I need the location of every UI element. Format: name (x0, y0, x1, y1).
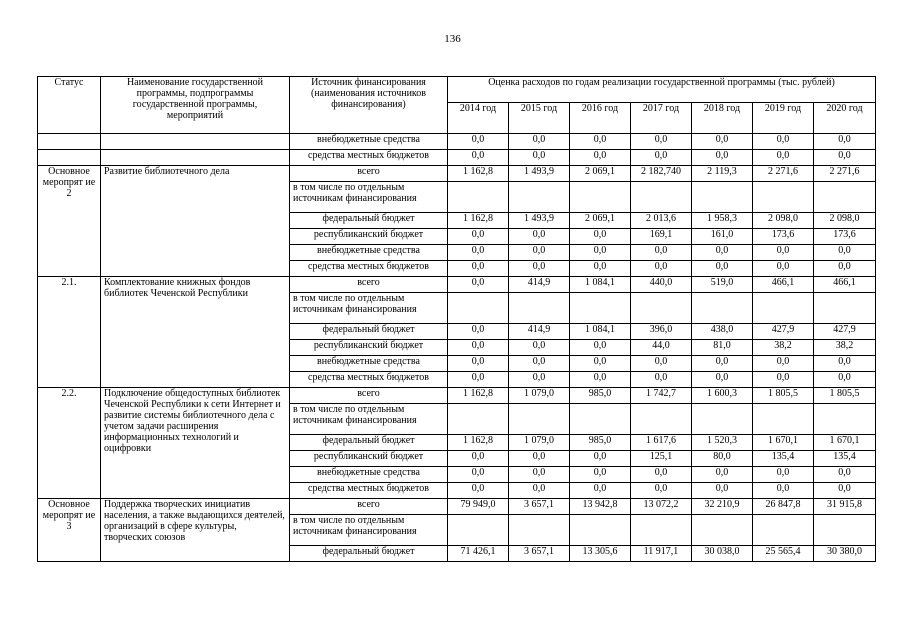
year-header: 2015 год (509, 103, 570, 134)
source-cell: федеральный бюджет (290, 324, 448, 340)
value-cell: 0,0 (509, 467, 570, 483)
source-cell: внебюджетные средства (290, 467, 448, 483)
value-cell: 0,0 (448, 467, 509, 483)
value-cell: 0,0 (509, 150, 570, 166)
value-cell: 2 069,1 (570, 213, 631, 229)
status-header: Статус (38, 77, 101, 134)
value-cell: 985,0 (570, 388, 631, 404)
value-cell: 0,0 (814, 483, 876, 499)
value-cell: 44,0 (631, 340, 692, 356)
value-cell: 1 805,5 (753, 388, 814, 404)
value-cell: 0,0 (570, 261, 631, 277)
value-cell: 0,0 (692, 261, 753, 277)
value-cell (448, 182, 509, 213)
value-cell (631, 404, 692, 435)
value-cell: 135,4 (753, 451, 814, 467)
value-cell: 2 069,1 (570, 166, 631, 182)
source-cell: республиканский бюджет (290, 340, 448, 356)
value-cell (692, 515, 753, 546)
value-cell: 0,0 (570, 134, 631, 150)
value-cell: 0,0 (631, 150, 692, 166)
program-name-cell: Комплектование книжных фондов библиотек Чеченской Республики (101, 277, 290, 388)
table-row (38, 388, 876, 404)
source-cell: средства местных бюджетов (290, 372, 448, 388)
name-cell (101, 150, 290, 166)
value-cell: 2 013,6 (631, 213, 692, 229)
estimate-header: Оценка расходов по годам реализации государственной программы (тыс. рублей) (448, 77, 876, 103)
value-cell: 79 949,0 (448, 499, 509, 515)
source-cell: всего (290, 388, 448, 404)
value-cell: 1 084,1 (570, 324, 631, 340)
page-number: 136 (444, 33, 461, 45)
value-cell: 0,0 (692, 467, 753, 483)
value-cell (570, 404, 631, 435)
value-cell: 71 426,1 (448, 546, 509, 562)
value-cell: 1 617,6 (631, 435, 692, 451)
name-cell (101, 134, 290, 150)
value-cell: 0,0 (814, 356, 876, 372)
value-cell: 0,0 (570, 245, 631, 261)
value-cell: 1 079,0 (509, 388, 570, 404)
value-cell: 0,0 (631, 245, 692, 261)
value-cell: 0,0 (631, 467, 692, 483)
value-cell: 0,0 (753, 372, 814, 388)
status-cell (38, 134, 101, 150)
value-cell: 0,0 (448, 451, 509, 467)
value-cell: 466,1 (814, 277, 876, 293)
value-cell (692, 182, 753, 213)
value-cell: 985,0 (570, 435, 631, 451)
value-cell: 0,0 (509, 356, 570, 372)
value-cell (814, 404, 876, 435)
value-cell: 0,0 (570, 483, 631, 499)
value-cell (509, 293, 570, 324)
status-cell: Основное меропрят ие 2 (38, 166, 101, 277)
value-cell: 2 271,6 (814, 166, 876, 182)
value-cell: 0,0 (570, 229, 631, 245)
source-header: Источник финансирования (наименования источников финансирования) (290, 77, 448, 134)
value-cell: 0,0 (448, 245, 509, 261)
value-cell: 0,0 (509, 483, 570, 499)
value-cell: 13 072,2 (631, 499, 692, 515)
name-header: Наименование государственной программы, подпрограммы государственной программы, мероприятий (101, 77, 290, 134)
source-cell: всего (290, 277, 448, 293)
value-cell: 0,0 (753, 483, 814, 499)
value-cell: 0,0 (509, 245, 570, 261)
status-cell (38, 150, 101, 166)
value-cell: 0,0 (631, 483, 692, 499)
value-cell: 0,0 (814, 467, 876, 483)
value-cell: 0,0 (570, 150, 631, 166)
year-header: 2020 год (814, 103, 876, 134)
program-name-cell: Развитие библиотечного дела (101, 166, 290, 277)
value-cell: 11 917,1 (631, 546, 692, 562)
value-cell: 2 182,740 (631, 166, 692, 182)
source-cell: всего (290, 499, 448, 515)
value-cell: 0,0 (631, 356, 692, 372)
value-cell: 0,0 (509, 229, 570, 245)
year-header: 2019 год (753, 103, 814, 134)
source-cell: внебюджетные средства (290, 134, 448, 150)
value-cell: 30 380,0 (814, 546, 876, 562)
value-cell: 427,9 (753, 324, 814, 340)
value-cell (814, 182, 876, 213)
source-cell: в том числе по отдельным источникам финансирования (290, 293, 448, 324)
program-name-cell: Подключение общедоступных библиотек Чеченской Республики к сети Интернет и развитие системы библиотечного дела с учетом задачи расширения информационных технологий и оцифровки (101, 388, 290, 499)
value-cell: 0,0 (814, 261, 876, 277)
value-cell: 0,0 (570, 467, 631, 483)
source-cell: республиканский бюджет (290, 229, 448, 245)
value-cell (631, 515, 692, 546)
value-cell: 0,0 (753, 356, 814, 372)
value-cell (692, 404, 753, 435)
year-header: 2016 год (570, 103, 631, 134)
value-cell: 0,0 (692, 245, 753, 261)
value-cell: 25 565,4 (753, 546, 814, 562)
source-cell: в том числе по отдельным источникам финансирования (290, 404, 448, 435)
value-cell: 80,0 (692, 451, 753, 467)
value-cell (753, 182, 814, 213)
value-cell: 0,0 (509, 134, 570, 150)
status-cell: Основное меропрят ие 3 (38, 499, 101, 562)
value-cell: 0,0 (448, 150, 509, 166)
value-cell: 414,9 (509, 324, 570, 340)
source-cell: внебюджетные средства (290, 245, 448, 261)
value-cell (570, 293, 631, 324)
value-cell: 0,0 (692, 134, 753, 150)
value-cell: 0,0 (753, 134, 814, 150)
value-cell: 2 098,0 (753, 213, 814, 229)
table-row (38, 166, 876, 182)
value-cell (753, 515, 814, 546)
value-cell: 0,0 (448, 261, 509, 277)
value-cell: 0,0 (570, 340, 631, 356)
value-cell: 2 119,3 (692, 166, 753, 182)
value-cell: 466,1 (753, 277, 814, 293)
source-cell: федеральный бюджет (290, 546, 448, 562)
source-cell: внебюджетные средства (290, 356, 448, 372)
source-cell: средства местных бюджетов (290, 150, 448, 166)
value-cell (814, 515, 876, 546)
table-row (38, 150, 876, 166)
value-cell (631, 293, 692, 324)
value-cell (753, 293, 814, 324)
value-cell: 438,0 (692, 324, 753, 340)
value-cell: 1 162,8 (448, 166, 509, 182)
value-cell: 1 670,1 (753, 435, 814, 451)
value-cell (448, 293, 509, 324)
value-cell: 0,0 (509, 340, 570, 356)
value-cell: 0,0 (570, 451, 631, 467)
source-cell: в том числе по отдельным источникам финансирования (290, 182, 448, 213)
source-cell: всего (290, 166, 448, 182)
value-cell: 135,4 (814, 451, 876, 467)
table-row (38, 134, 876, 150)
value-cell: 2 098,0 (814, 213, 876, 229)
table-row (38, 499, 876, 515)
value-cell: 440,0 (631, 277, 692, 293)
value-cell: 38,2 (753, 340, 814, 356)
value-cell: 0,0 (448, 340, 509, 356)
value-cell: 0,0 (753, 467, 814, 483)
value-cell: 173,6 (814, 229, 876, 245)
value-cell (570, 515, 631, 546)
value-cell (570, 182, 631, 213)
value-cell: 1 805,5 (814, 388, 876, 404)
source-cell: средства местных бюджетов (290, 261, 448, 277)
program-name-cell: Поддержка творческих инициатив населения, а также выдающихся деятелей, организаций в сфере культуры, творческих союзов (101, 499, 290, 562)
value-cell: 26 847,8 (753, 499, 814, 515)
value-cell (509, 182, 570, 213)
value-cell: 81,0 (692, 340, 753, 356)
header-row (38, 77, 876, 103)
value-cell: 1 162,8 (448, 213, 509, 229)
value-cell: 0,0 (448, 372, 509, 388)
value-cell: 0,0 (509, 451, 570, 467)
value-cell (448, 515, 509, 546)
value-cell: 3 657,1 (509, 546, 570, 562)
status-cell: 2.1. (38, 277, 101, 388)
value-cell: 1 670,1 (814, 435, 876, 451)
value-cell (753, 404, 814, 435)
value-cell: 3 657,1 (509, 499, 570, 515)
value-cell: 13 942,8 (570, 499, 631, 515)
value-cell: 0,0 (814, 134, 876, 150)
value-cell: 519,0 (692, 277, 753, 293)
value-cell: 0,0 (448, 324, 509, 340)
budget-table (37, 76, 876, 562)
value-cell: 0,0 (692, 150, 753, 166)
value-cell: 38,2 (814, 340, 876, 356)
source-cell: в том числе по отдельным источникам финансирования (290, 515, 448, 546)
value-cell: 0,0 (753, 261, 814, 277)
value-cell: 0,0 (692, 483, 753, 499)
value-cell: 1 958,3 (692, 213, 753, 229)
value-cell (692, 293, 753, 324)
value-cell: 1 600,3 (692, 388, 753, 404)
value-cell: 0,0 (448, 277, 509, 293)
value-cell: 32 210,9 (692, 499, 753, 515)
value-cell: 173,6 (753, 229, 814, 245)
value-cell: 1 079,0 (509, 435, 570, 451)
value-cell: 414,9 (509, 277, 570, 293)
value-cell: 1 162,8 (448, 435, 509, 451)
value-cell: 161,0 (692, 229, 753, 245)
value-cell (509, 515, 570, 546)
value-cell: 0,0 (631, 372, 692, 388)
year-header: 2017 год (631, 103, 692, 134)
value-cell: 0,0 (448, 483, 509, 499)
value-cell: 30 038,0 (692, 546, 753, 562)
value-cell: 1 084,1 (570, 277, 631, 293)
value-cell: 2 271,6 (753, 166, 814, 182)
value-cell: 0,0 (448, 229, 509, 245)
value-cell: 0,0 (692, 356, 753, 372)
value-cell: 0,0 (692, 372, 753, 388)
value-cell: 13 305,6 (570, 546, 631, 562)
value-cell: 0,0 (631, 134, 692, 150)
value-cell (448, 404, 509, 435)
source-cell: федеральный бюджет (290, 213, 448, 229)
value-cell: 1 162,8 (448, 388, 509, 404)
source-cell: федеральный бюджет (290, 435, 448, 451)
value-cell (631, 182, 692, 213)
value-cell: 0,0 (753, 245, 814, 261)
value-cell: 1 742,7 (631, 388, 692, 404)
value-cell: 0,0 (814, 245, 876, 261)
value-cell: 0,0 (814, 150, 876, 166)
value-cell: 0,0 (631, 261, 692, 277)
value-cell: 0,0 (448, 356, 509, 372)
value-cell: 0,0 (448, 134, 509, 150)
value-cell: 0,0 (570, 356, 631, 372)
source-cell: республиканский бюджет (290, 451, 448, 467)
year-header: 2018 год (692, 103, 753, 134)
status-cell: 2.2. (38, 388, 101, 499)
value-cell: 1 493,9 (509, 166, 570, 182)
year-header: 2014 год (448, 103, 509, 134)
value-cell: 0,0 (509, 261, 570, 277)
source-cell: средства местных бюджетов (290, 483, 448, 499)
table-row (38, 277, 876, 293)
value-cell: 0,0 (753, 150, 814, 166)
value-cell: 0,0 (814, 372, 876, 388)
value-cell: 1 493,9 (509, 213, 570, 229)
value-cell: 0,0 (570, 372, 631, 388)
value-cell (814, 293, 876, 324)
value-cell: 1 520,3 (692, 435, 753, 451)
value-cell: 169,1 (631, 229, 692, 245)
value-cell: 31 915,8 (814, 499, 876, 515)
value-cell: 427,9 (814, 324, 876, 340)
value-cell (509, 404, 570, 435)
value-cell: 125,1 (631, 451, 692, 467)
value-cell: 396,0 (631, 324, 692, 340)
value-cell: 0,0 (509, 372, 570, 388)
